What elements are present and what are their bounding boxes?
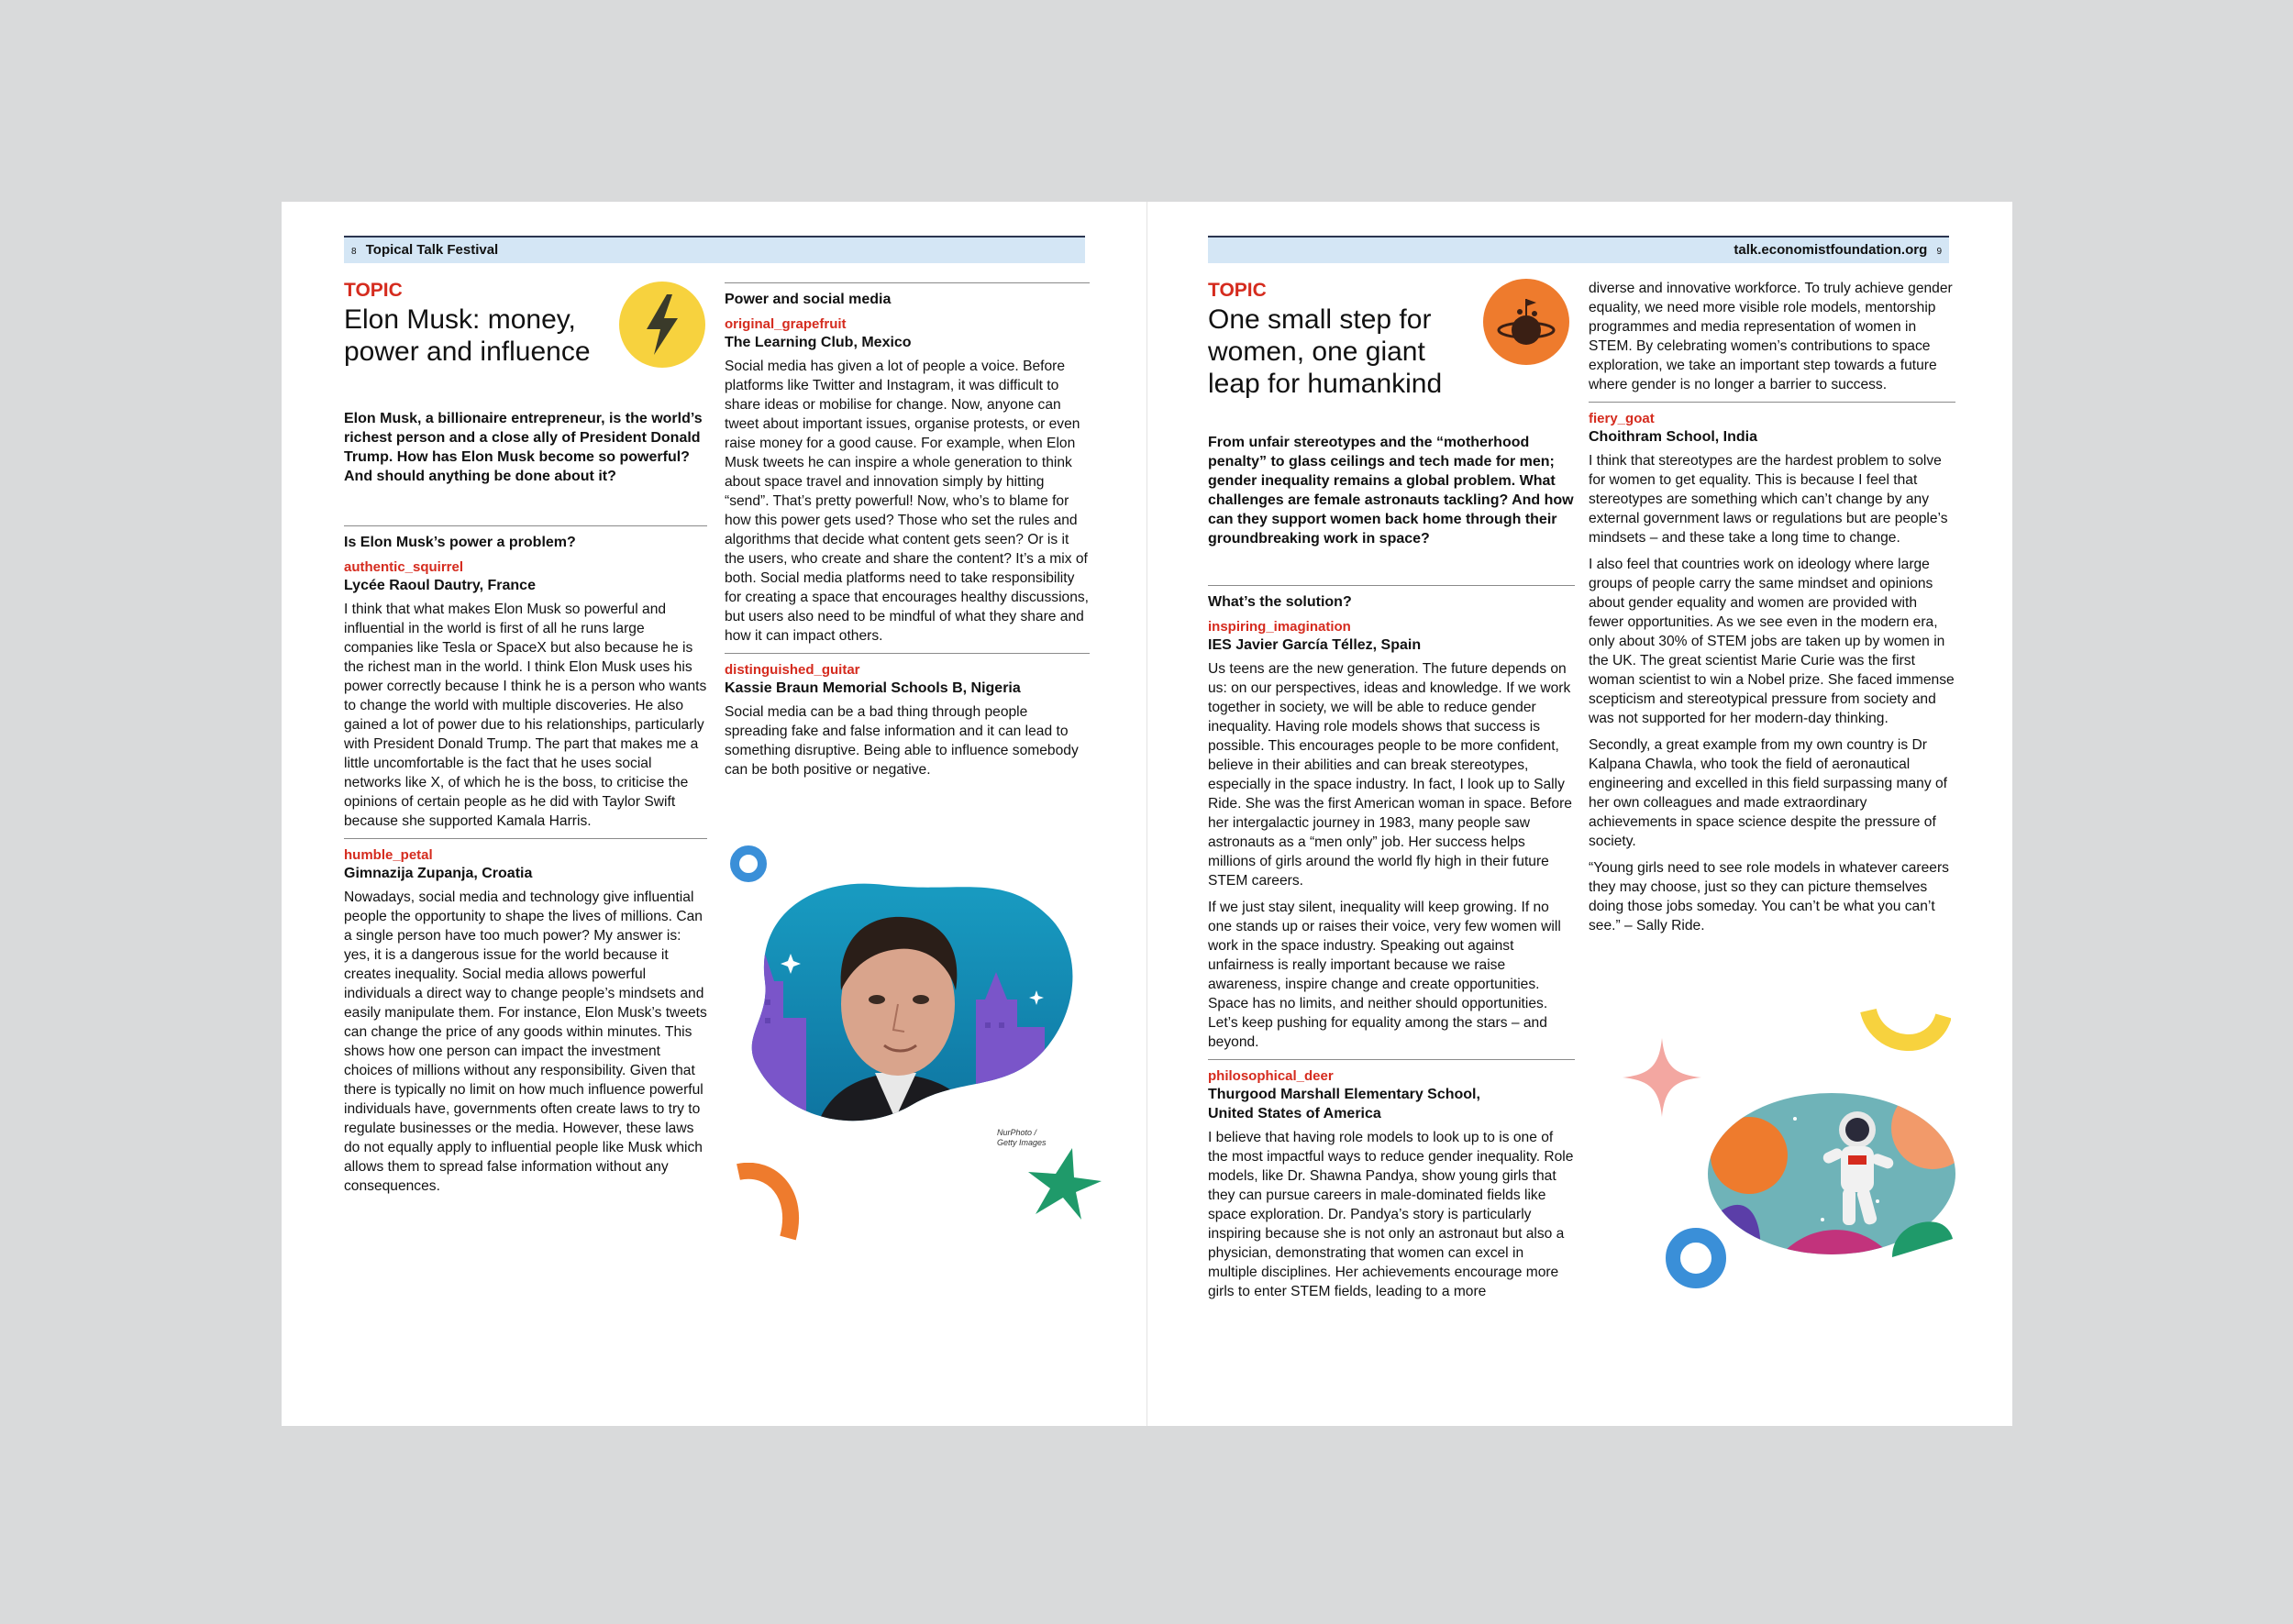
comment-handle: humble_petal <box>344 847 433 863</box>
comment-school: Choithram School, India <box>1589 429 1758 445</box>
left-standfirst: Elon Musk, a billionaire entrepreneur, is the world’s richest person and a close ally of President Donald Trump. How has Elon Musk become so powerful? And should anything be done about it? <box>344 411 703 484</box>
left-topic-label: TOPIC <box>344 280 403 301</box>
comment-entry <box>1208 618 1575 1052</box>
photo-credit-line2: Getty Images <box>997 1138 1047 1147</box>
comment-text: Nowadays, social media and technology give influential people the opportunity to shape the lives of millions. Can a single person have too much power? My answer is: yes, it is a dangerous issue for the world because it creates inequality. Social media allows powerful individuals a direct way to change people’s mindsets and easily manipulate them. For instance, Elon Musk’s tweets can change the price of any goods within minutes. This shows how one person can impact the investment choices of millions without any responsibility. Given that there is typically no limit on how much influence powerful individuals have, governments often create laws to try to regulate businesses or the media. However, these laws do not equally apply to influential people like Musk which allows them to spread false information without any consequences. <box>344 889 707 1194</box>
right-column-2 <box>1589 279 1955 943</box>
comment-entry <box>1208 1059 1575 1301</box>
lightning-icon <box>619 282 705 368</box>
comment-entry <box>1589 402 1955 935</box>
comment-text: “Young girls need to see role models in whatever careers they may choose, just so they can picture themselves doing those jobs someday. You can’t be what you can’t see.” – Sally Ride. <box>1589 860 1949 934</box>
green-half-circle-shape <box>1889 1215 1955 1263</box>
comment-text: I think that what makes Elon Musk so powerful and influential in the world is first of all he runs large companies like Tesla or SpaceX but also because he is the richest man in the world. I think Elon Musk uses his power correctly because I think he is a person who wants to change the world with multiple discoveries. He also gained a lot of power due to his relationships, particularly with President Donald Trump. The part that makes me a little uncomfortable is the fact that he uses social networks like X, of which he is the boss, to criticise the opinions of certain people as he did with Taylor Swift because she supported Kamala Harris. <box>344 602 707 829</box>
orange-arc-shape <box>731 1163 804 1245</box>
yellow-arc-shape <box>1859 1000 1951 1064</box>
comment-school: IES Javier García Téllez, Spain <box>1208 637 1422 653</box>
section-title-solution: What’s the solution? <box>1208 585 1575 612</box>
space-badge <box>1483 279 1569 365</box>
right-header-url: talk.economistfoundation.org <box>1734 242 1928 258</box>
comment-school: Lycée Raoul Dautry, France <box>344 578 536 593</box>
comment-handle: original_grapefruit <box>725 316 847 332</box>
left-headline: Elon Musk: money, power and influence <box>344 304 591 367</box>
section-title-social-media: Power and social media <box>725 282 1090 309</box>
blue-ring-shape <box>1662 1224 1730 1292</box>
comment-text-continued: diverse and innovative workforce. To truly achieve gender equality, we need more visible role models, mentorship programmes and media representation of women in STEM. By celebrating women’s contributions to space exploration, we take an important step towards a future where gender is no longer a barrier to success. <box>1589 281 1953 392</box>
comment-text: I also feel that countries work on ideology where large groups of people carry the same mindset and opinions about gender equality and women are provided with fewer opportunities. As we see even in the modern era, only about 30% of STEM jobs are taken up by women in the UK. The great scientist Marie Curie was the first woman scientist to win a Nobel prize. She faced immense scepticism and stereotypical pressure from society and was not supported for her modern-day thinking. <box>1589 557 1955 726</box>
blue-ring-shape <box>728 844 769 884</box>
comment-text: I think that stereotypes are the hardest problem to solve for women to get equality. This is because I feel that stereotypes are something which can’t change by any external government laws or regulations but are people’s mindsets – and these take a long time to change. <box>1589 453 1948 546</box>
comment-handle: authentic_squirrel <box>344 559 464 575</box>
right-column-1 <box>1208 279 1575 1309</box>
comment-entry <box>725 653 1090 779</box>
comment-handle: inspiring_imagination <box>1208 619 1351 635</box>
right-topic-label: TOPIC <box>1208 280 1267 301</box>
comment-text: Social media has given a lot of people a voice. Before platforms like Twitter and Instagram, it was difficult to share ideas or mobilise for change. Now, anyone can tweet about important issues, organise protests, or even raise money for a good cause. For example, when Elon Musk tweets he can inspire a whole generation to think about space travel and innovation simply by hitting “send”. That’s pretty powerful! Now, who’s to blame for how this power gets used? Those who set the rules and algorithms that decide what content gets seen? Or is it the users, who create and share the content? It’s a mix of both. Social media platforms need to take responsibility for creating a space that encourages healthy discussions, but users also need to be mindful of what they share and how it can impact others. <box>725 359 1090 644</box>
page-gutter <box>1146 202 1147 1426</box>
comment-school <box>1208 1085 1575 1123</box>
comment-handle: philosophical_deer <box>1208 1068 1334 1084</box>
comment-entry <box>725 315 1090 646</box>
comment-text: Us teens are the new generation. The future depends on us: on our perspectives, ideas and knowledge. If we work together in society, we will be able to reduce gender inequality. Having role models shows that success is possible. This encourages people to be more confident, believe in their abilities and can break stereotypes, especially in the space industry. In fact, I look up to Sally Ride. She was the first American woman in space. Before her intergalactic journey in 1983, many people saw astronauts as a “men only” job. Her success helps millions of girls around the world fly high in their future STEM careers. <box>1208 661 1572 889</box>
left-page-number: 8 <box>351 247 357 257</box>
left-column-2 <box>725 282 1090 787</box>
magazine-spread <box>282 202 2012 1426</box>
comment-school-line2: United States of America <box>1208 1106 1381 1121</box>
comment-entry <box>344 558 707 831</box>
right-page-number: 9 <box>1936 247 1942 257</box>
comment-school: The Learning Club, Mexico <box>725 335 912 350</box>
lightning-badge <box>619 282 705 368</box>
portrait-photo <box>728 844 1095 1155</box>
comment-entry <box>344 838 707 1196</box>
comment-school: Gimnazija Zupanja, Croatia <box>344 866 533 881</box>
left-page-header <box>344 236 1085 263</box>
right-headline: One small step for women, one giant leap for humankind <box>1208 304 1443 399</box>
right-page-header <box>1208 236 1949 263</box>
comment-text: Social media can be a bad thing through people spreading fake and false information and it can lead to something disruptive. Being able to influence somebody can be both positive or negative. <box>725 704 1079 778</box>
photo-credit-line1: NurPhoto / <box>997 1128 1037 1137</box>
comment-handle: distinguished_guitar <box>725 662 860 678</box>
comment-text: If we just stay silent, inequality will keep growing. If no one stands up or raises their voice, very few women will work in the space industry. Speaking out against unfairness is really important because we raise awareness, inspire change and create opportunities. Space has no limits, and neither should opportunities. Let’s keep pushing for equality among the stars – and beyond. <box>1208 900 1561 1050</box>
pink-star-shape <box>1621 1036 1703 1119</box>
green-star-shape <box>1026 1144 1103 1221</box>
section-title-power-problem: Is Elon Musk’s power a problem? <box>344 525 707 552</box>
left-column-1 <box>344 279 707 1203</box>
comment-school: Kassie Braun Memorial Schools B, Nigeria <box>725 680 1021 696</box>
right-standfirst: From unfair stereotypes and the “motherhood penalty” to glass ceilings and tech made for men; gender inequality remains a global problem. What challenges are female astronauts tackling? And how can they support women back home through their groundbreaking work in space? <box>1208 435 1574 547</box>
comment-text: I believe that having role models to look up to is one of the most impactful ways to reduce gender inequality. Role models, like Dr. Shawna Pandya, show young girls that they can pursue careers in male-dominated fields like space exploration. Dr. Pandya’s story is particularly inspiring because she is not only an astronaut but also a physician, demonstrating that women can excel in multiple disciplines. Her achievements encourage more girls to enter STEM fields, leading to a more <box>1208 1130 1574 1299</box>
comment-handle: fiery_goat <box>1589 411 1655 426</box>
comment-text: Secondly, a great example from my own country is Dr Kalpana Chawla, who took the field of aeronautical engineering and excelled in this field surpassing many of her own colleagues and made extraordinary achievements in space science despite the pressure of society. <box>1589 737 1947 849</box>
comment-school-line1: Thurgood Marshall Elementary School, <box>1208 1087 1480 1102</box>
planet-flag-icon <box>1483 279 1569 365</box>
left-header-title: Topical Talk Festival <box>365 242 499 258</box>
